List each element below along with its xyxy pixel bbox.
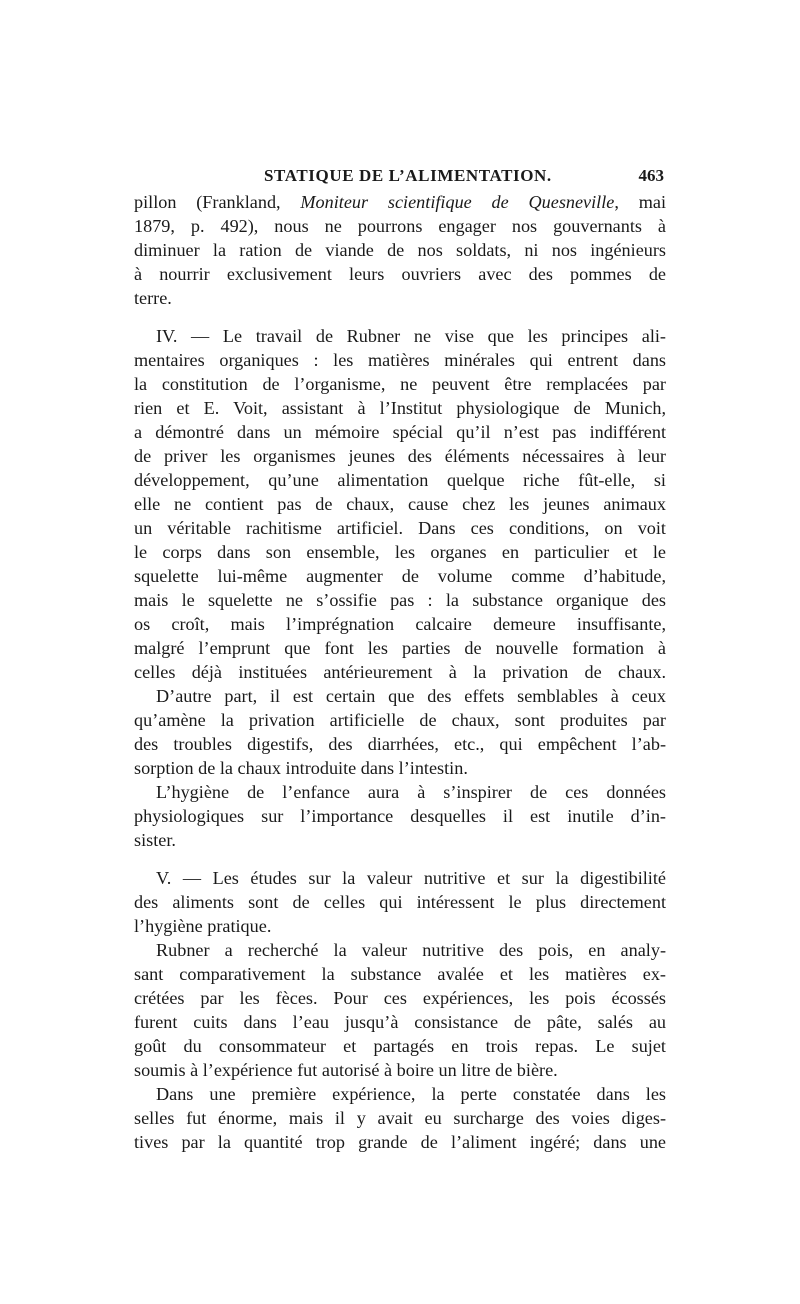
text-line: l’hygiène pratique. bbox=[134, 916, 272, 936]
paragraph bbox=[134, 684, 666, 780]
text-line: celles déjà instituées antérieurement à la privation de chaux. bbox=[134, 662, 666, 682]
text-line: diminuer la ration de viande de nos soldats, ni nos ingénieurs bbox=[134, 240, 666, 260]
text-line: L’hygiène de l’enfance aura à s’inspirer de ces données bbox=[156, 782, 666, 802]
text-line: le corps dans son ensemble, les organes en particulier et le bbox=[134, 542, 666, 562]
running-title: STATIQUE DE L’ALIMENTATION. bbox=[264, 166, 552, 185]
text-line: goût du consommateur et partagés en trois repas. Le sujet bbox=[134, 1036, 666, 1056]
text-line: os croît, mais l’imprégnation calcaire demeure insuffisante, bbox=[134, 614, 666, 634]
text-line: IV. — Le travail de Rubner ne vise que les principes ali- bbox=[156, 326, 666, 346]
text-line: tives par la quantité trop grande de l’aliment ingéré; dans une bbox=[134, 1132, 666, 1152]
text-line: V. — Les études sur la valeur nutritive et sur la digestibilité bbox=[156, 868, 666, 888]
text-line: rien et E. Voit, assistant à l’Institut physiologique de Munich, bbox=[134, 398, 666, 418]
body-text bbox=[134, 190, 666, 1154]
text-line: selles fut énorme, mais il y avait eu surcharge des voies diges- bbox=[134, 1108, 666, 1128]
text-line: sister. bbox=[134, 830, 176, 850]
text-line: développement, qu’une alimentation quelque riche fût-elle, si bbox=[134, 470, 666, 490]
section-iv-paragraph bbox=[134, 324, 666, 684]
text-line: Rubner a recherché la valeur nutritive des pois, en analy- bbox=[156, 940, 666, 960]
text-line: sant comparativement la substance avalée et les matières ex- bbox=[134, 964, 666, 984]
citation-prefix: pillon (Frankland, bbox=[134, 192, 301, 212]
text-line: mentaires organiques : les matières minérales qui entrent dans bbox=[134, 350, 666, 370]
page-number: 463 bbox=[638, 166, 664, 185]
section-gap bbox=[134, 852, 666, 866]
text-line: squelette lui-même augmenter de volume comme d’habitude, bbox=[134, 566, 666, 586]
text-line: sorption de la chaux introduite dans l’intestin. bbox=[134, 758, 468, 778]
paragraph bbox=[134, 780, 666, 852]
section-v-paragraph bbox=[134, 866, 666, 938]
text-line: terre. bbox=[134, 288, 172, 308]
text-line: furent cuits dans l’eau jusqu’à consistance de pâte, salés au bbox=[134, 1012, 666, 1032]
text-line: mais le squelette ne s’ossifie pas : la substance organique des bbox=[134, 590, 666, 610]
citation-suffix: , mai bbox=[614, 192, 666, 212]
section-gap bbox=[134, 310, 666, 324]
text-line: un véritable rachitisme artificiel. Dans ces conditions, on voit bbox=[134, 518, 666, 538]
paragraph-continuation bbox=[134, 190, 666, 310]
paragraph bbox=[134, 938, 666, 1082]
text-line: malgré l’emprunt que font les parties de nouvelle formation à bbox=[134, 638, 666, 658]
text-line: qu’amène la privation artificielle de chaux, sont produites par bbox=[134, 710, 666, 730]
text-line: a démontré dans un mémoire spécial qu’il n’est pas indifférent bbox=[134, 422, 666, 442]
text-line: la constitution de l’organisme, ne peuvent être remplacées par bbox=[134, 374, 666, 394]
text-line: elle ne contient pas de chaux, cause chez les jeunes animaux bbox=[134, 494, 666, 514]
page-header bbox=[134, 166, 664, 190]
text-line: physiologiques sur l’importance desquelles il est inutile d’in- bbox=[134, 806, 666, 826]
text-line: crétées par les fèces. Pour ces expériences, les pois écossés bbox=[134, 988, 666, 1008]
text-line: 1879, p. 492), nous ne pourrons engager nos gouvernants à bbox=[134, 216, 666, 236]
text-line: des aliments sont de celles qui intéressent le plus directement bbox=[134, 892, 666, 912]
paragraph bbox=[134, 1082, 666, 1154]
text-line: Dans une première expérience, la perte constatée dans les bbox=[156, 1084, 666, 1104]
text-line: D’autre part, il est certain que des effets semblables à ceux bbox=[156, 686, 666, 706]
text-line: soumis à l’expérience fut autorisé à boire un litre de bière. bbox=[134, 1060, 558, 1080]
text-line: de priver les organismes jeunes des éléments nécessaires à leur bbox=[134, 446, 666, 466]
journal-title: Moniteur scientifique de Quesneville bbox=[300, 192, 615, 212]
text-line-with-citation bbox=[134, 190, 666, 214]
text-line: à nourrir exclusivement leurs ouvriers avec des pommes de bbox=[134, 264, 666, 284]
text-line: des troubles digestifs, des diarrhées, etc., qui empêchent l’ab- bbox=[134, 734, 666, 754]
